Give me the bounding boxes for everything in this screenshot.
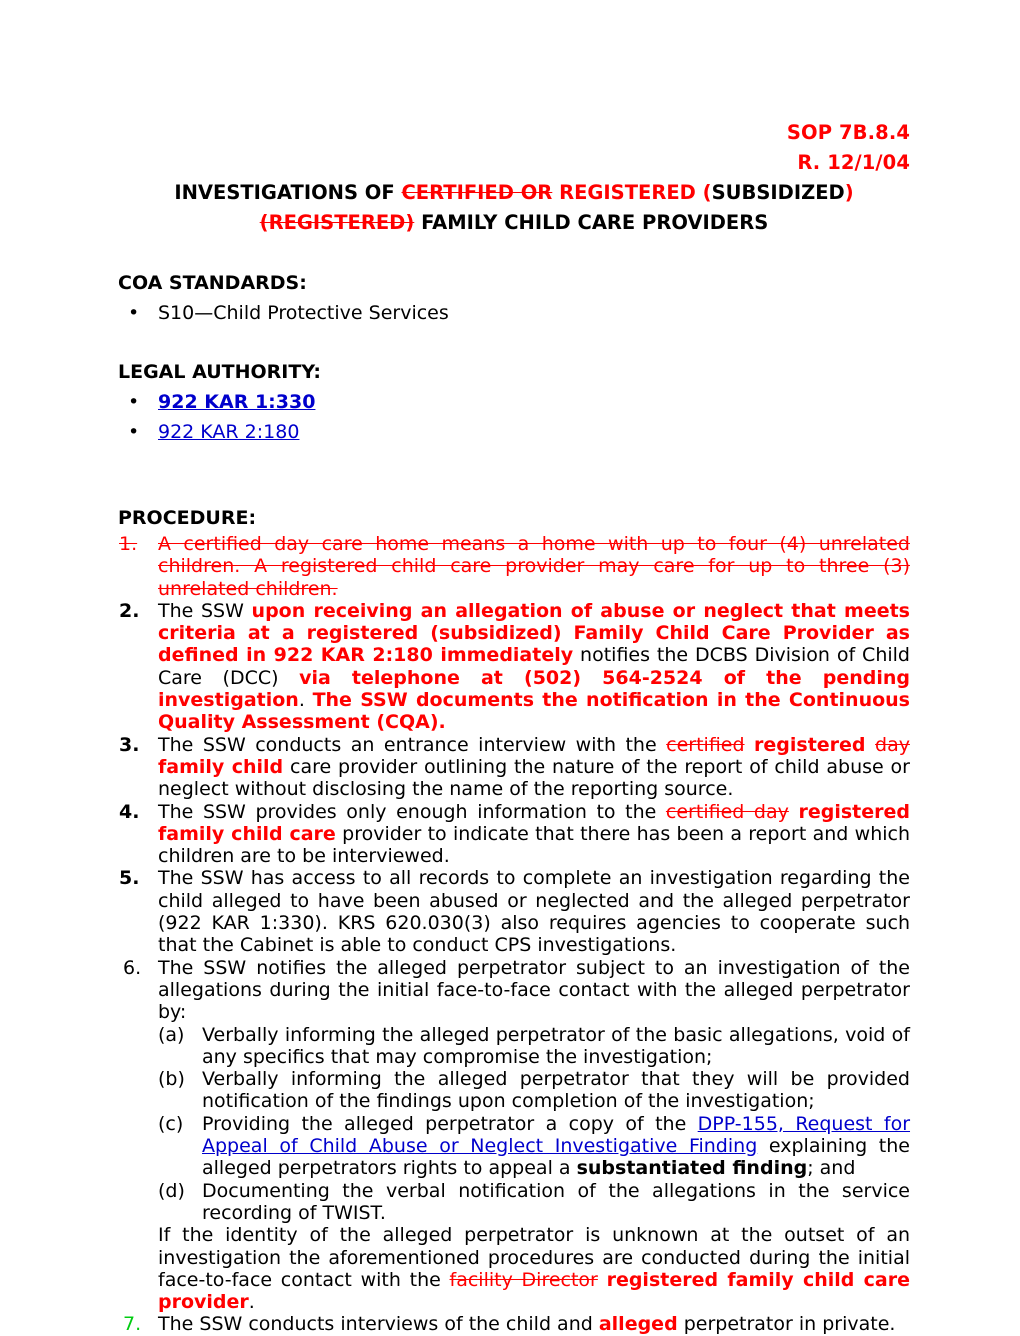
- procedure-item-5: [118, 867, 910, 956]
- procedure-item-6b-text: Verbally informing the alleged perpetrator that they will be provided notification of the findings upon completion of the investigation;: [202, 1068, 910, 1113]
- procedure-item-6-trailing-text-a: If the identity of the alleged perpetrator is unknown at the outset of an investigation the aforementioned procedures are conducted during the initial face-to-face contact with the: [158, 1224, 910, 1291]
- procedure-item-6c-text-c: ; and: [807, 1157, 856, 1180]
- procedure-item-4-struck-certified-day: certified day: [665, 800, 789, 823]
- procedure-item-6: [118, 957, 910, 1314]
- procedure-item-6c: [158, 1113, 910, 1180]
- procedure-item-1: [118, 533, 910, 600]
- page-title: [118, 178, 910, 238]
- dpp-155-appeal-form-link[interactable]: DPP-155, Request for Appeal of Child Abuse or Neglect Investigative Finding: [202, 1112, 911, 1158]
- procedure-heading: PROCEDURE:: [118, 507, 257, 529]
- procedure-item-6c-text-substantiated-finding: substantiated finding: [576, 1157, 808, 1180]
- title-paren-close: ): [844, 181, 854, 204]
- procedure-item-1-text: A certified day care home means a home with up to four (4) unrelated children. A registered child care provider may care for up to three (3) unrelated children.: [158, 533, 910, 600]
- procedure-item-6a: [158, 1024, 910, 1069]
- procedure-item-4-text-a: The SSW provides only enough information to the: [158, 800, 666, 823]
- title-part-subsidized: SUBSIDIZED: [711, 181, 845, 204]
- legal-link-922-kar-2-180[interactable]: 922 KAR 2:180: [158, 421, 300, 443]
- procedure-item-6-text: The SSW notifies the alleged perpetrator subject to an investigation of the allegations during the initial face-to-face contact with the alleged perpetrator by:: [158, 956, 910, 1024]
- procedure-item-6c-label: (c): [158, 1112, 184, 1135]
- procedure-item-6-sublist: [158, 1024, 910, 1225]
- procedure-item-6-trailing-struck-facility-director: facility Director: [449, 1268, 598, 1291]
- legal-authority-list: [118, 387, 910, 447]
- procedure-item-6d-text: Documenting the verbal notification of the allegations in the service recording of TWIST.: [202, 1179, 910, 1224]
- title-struck-registered: (REGISTERED): [259, 211, 415, 234]
- title-part-investigations-of: INVESTIGATIONS OF: [174, 181, 402, 204]
- procedure-item-2-number: 2.: [119, 599, 140, 622]
- procedure-item-5-text: The SSW has access to all records to complete an investigation regarding the child alleged to have been abused or neglected and the alleged perpetrator (922 KAR 1:330). KRS 620.030(3) also requires agencies to cooperate such that the Cabinet is able to conduct CPS investigations.: [158, 867, 910, 957]
- procedure-item-4-number: 4.: [119, 800, 140, 823]
- procedure-item-3-struck-day: day: [875, 733, 910, 756]
- procedure-item-3-ins-registered: registered: [754, 733, 866, 756]
- procedure-item-2-text-d: via telephone at (502) 564-2524 of the pending investigation: [158, 666, 910, 712]
- document-header: [118, 118, 910, 178]
- procedure-item-6-number: 6.: [123, 956, 142, 979]
- procedure-item-4-text-b: provider to indicate that there has been a report and which children are to be interviewed.: [158, 822, 911, 868]
- procedure-item-7-number: 7.: [123, 1313, 142, 1336]
- procedure-item-6c-text-a: Providing the alleged perpetrator a copy of the: [202, 1112, 698, 1135]
- procedure-item-3-number: 3.: [119, 733, 140, 756]
- title-part-family-child-care-providers: FAMILY CHILD CARE PROVIDERS: [414, 211, 769, 234]
- procedure-item-7-text-b: perpetrator in private.: [677, 1313, 896, 1336]
- legal-link-922-kar-1-330[interactable]: 922 KAR 1:330: [158, 391, 316, 413]
- procedure-item-6b-label: (b): [158, 1068, 185, 1091]
- procedure-item-3-ins-family-child: family child: [158, 755, 284, 778]
- coa-standards-heading: COA STANDARDS:: [118, 272, 307, 294]
- title-paren-open: (: [702, 181, 712, 204]
- procedure-list: [118, 533, 910, 1336]
- procedure-item-6c-text-b: explaining the alleged perpetrators rights to appeal a: [202, 1135, 910, 1180]
- procedure-item-6d-label: (d): [158, 1179, 185, 1202]
- coa-item-label: S10—Child Protective Services: [158, 302, 449, 324]
- procedure-item-6-trailing-ins-registered-family-child-care-provider: registered family child care provider: [158, 1268, 910, 1314]
- revision-date: R. 12/1/04: [797, 151, 910, 174]
- procedure-item-1-number: 1.: [119, 533, 138, 555]
- procedure-item-7-ins-alleged: alleged: [598, 1313, 678, 1336]
- procedure-item-3-space-1: [745, 734, 754, 756]
- legal-authority-heading: LEGAL AUTHORITY:: [118, 361, 322, 383]
- procedure-item-5-number: 5.: [119, 867, 140, 890]
- title-struck-certified-or: CERTIFIED OR: [401, 181, 553, 204]
- procedure-item-6d: [158, 1180, 910, 1225]
- procedure-item-2: [118, 600, 910, 734]
- procedure-item-3-space-2: [866, 734, 875, 756]
- procedure-item-6-trailing-space: [598, 1269, 607, 1291]
- procedure-item-6-trailing-text-b: .: [248, 1291, 255, 1314]
- page-title-line-1: [118, 178, 910, 208]
- procedure-item-2-text-b: upon receiving an allegation of abuse or neglect that meets criteria at a registered (subsidized) Family Child Care Provider as defined in 922 KAR 2:180 immediately: [158, 599, 910, 667]
- procedure-item-4-ins-registered-family-child-care: registered family child care: [158, 800, 910, 845]
- procedure-item-3-text-b: care provider outlining the nature of the report of child abuse or neglect without disclosing the name of the reporting source.: [158, 755, 910, 801]
- page-title-line-2: [118, 208, 910, 238]
- procedure-item-3-struck-certified: certified: [666, 733, 745, 756]
- procedure-item-7-text-a: The SSW conducts interviews of the child and: [158, 1313, 599, 1336]
- procedure-item-6a-text: Verbally informing the alleged perpetrator of the basic allegations, void of any specifics that may compromise the investigation;: [202, 1023, 910, 1068]
- procedure-item-6-trailing-paragraph: [158, 1224, 910, 1313]
- list-item: [118, 417, 910, 447]
- procedure-item-2-text-a: The SSW: [158, 599, 252, 622]
- sop-number: SOP 7B.8.4: [786, 121, 910, 144]
- procedure-item-3: [118, 734, 910, 801]
- procedure-item-3-text-a: The SSW conducts an entrance interview with the: [158, 733, 667, 756]
- procedure-item-6b: [158, 1068, 910, 1113]
- procedure-item-2-text-f: The SSW documents the notification in the Continuous Quality Assessment (CQA).: [158, 689, 910, 734]
- procedure-item-2-text-c: notifies the DCBS Division of Child Care (DCC): [158, 644, 910, 689]
- list-item: [118, 387, 910, 417]
- coa-standards-list: [118, 298, 910, 328]
- list-item: [118, 298, 910, 328]
- title-part-registered: REGISTERED: [552, 181, 703, 204]
- procedure-item-2-text-e: .: [298, 689, 313, 712]
- procedure-item-4: [118, 801, 910, 868]
- procedure-item-7: [118, 1313, 910, 1335]
- procedure-item-6a-label: (a): [158, 1023, 185, 1046]
